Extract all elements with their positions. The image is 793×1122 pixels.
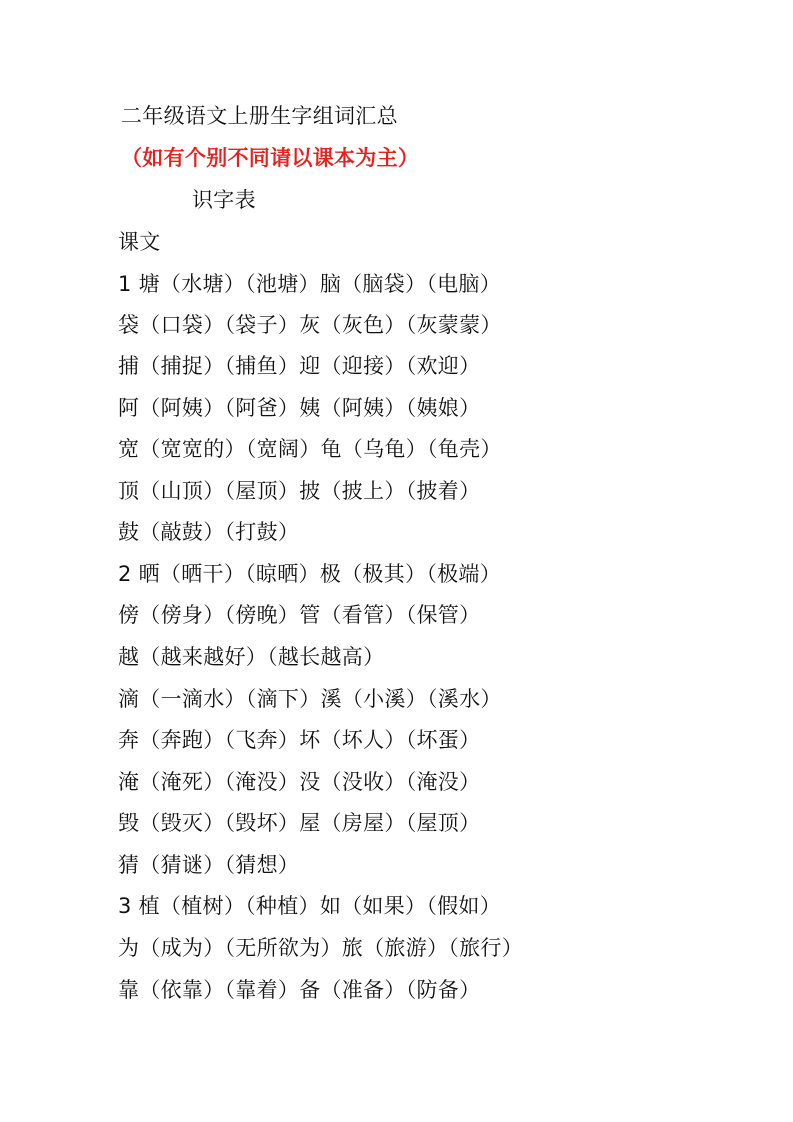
vocab-line: 越（越来越好）（越长越高） [118,645,385,669]
vocab-line: 靠（依靠）（靠着）备（准备）（防备） [118,978,481,1002]
vocab-line: 鼓（敲鼓）（打鼓） [118,520,300,544]
section-heading: 识字表 [192,188,256,212]
vocab-line: 奔（奔跑）（飞奔）坏（坏人）（坏蛋） [118,728,481,752]
document-note: （如有个别不同请以课本为主） [121,146,420,170]
vocab-line: 3 植（植树）（种植）如（如果）（假如） [118,894,502,918]
subsection-heading: 课文 [118,230,161,254]
vocab-line: 阿（阿姨）（阿爸）姨（阿姨）（姨娘） [118,396,481,420]
vocab-line: 淹（淹死）（淹没）没（没收）（淹没） [118,770,481,794]
vocab-line: 为（成为）（无所欲为）旅（旅游）（旅行） [118,936,523,960]
vocab-line: 捕（捕捉）（捕鱼）迎（迎接）（欢迎） [118,354,481,378]
vocab-line: 傍（傍身）（傍晚）管（看管）（保管） [118,603,481,627]
vocab-line: 宽（宽宽的）（宽阔）龟（乌龟）（龟壳） [118,437,502,461]
vocab-line: 袋（口袋）（袋子）灰（灰色）（灰蒙蒙） [118,313,502,337]
vocab-line: 2 晒（晒干）（晾晒）极（极其）（极端） [118,562,502,586]
document-title: 二年级语文上册生字组词汇总 [121,104,398,128]
vocab-line: 1 塘（水塘）（池塘）脑（脑袋）（电脑） [118,272,502,296]
vocab-line: 猜（猜谜）（猜想） [118,853,300,877]
vocab-line: 毁（毁灭）（毁坏）屋（房屋）（屋顶） [118,811,481,835]
vocab-line: 顶（山顶）（屋顶）披（披上）（披着） [118,479,481,503]
vocab-line: 滴（一滴水）（滴下）溪（小溪）（溪水） [118,687,502,711]
